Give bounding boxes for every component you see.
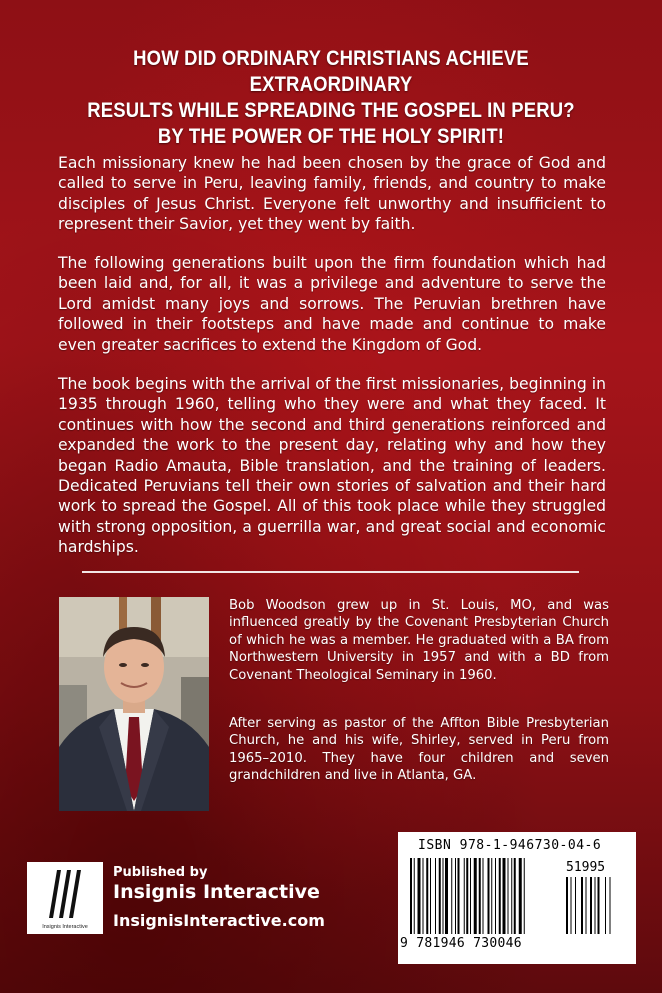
blurb-paragraph-3: The book begins with the arrival of the first missionaries, beginning in 1935 through 1960, telling who they were and what they faced. It continues with how the second and third generations reinforced and expanded the work to the present day, relating why and how they began Radio Amauta, Bible translation, and the training of leaders. Dedicated Peruvians tell their own stories of salvation and their hard work to spread the Gospel. All of this took place while they struggled with strong opposition, a guerrilla war, and great social and economic hardships. (58, 375, 606, 557)
headline (72, 45, 590, 149)
publisher-website: InsignisInteractive.com (113, 911, 325, 930)
price-code: 51995 (566, 860, 606, 875)
author-bio-paragraph-2: After serving as pastor of the Affton Bible Presbyterian Church, he and his wife, Shirley, served in Peru from 1965–2010. They have four children and seven grandchildren and live in Atlanta, GA. (229, 716, 609, 784)
headline-line-3: BY THE POWER OF THE HOLY SPIRIT! (157, 124, 505, 148)
isbn-barcode (398, 832, 636, 964)
author-bio-paragraph-1: Bob Woodson grew up in St. Louis, MO, and was influenced greatly by the Covenant Presbyterian Church of which he was a member. He graduated with a BA from Northwestern University in 1957 and with a BD from Covenant Theological Seminary in 1960. (229, 598, 609, 683)
divider-rule (82, 571, 579, 573)
blurb-paragraph-2: The following generations built upon the firm foundation which had been laid and, for all, it was a privilege and adventure to serve the Lord amidst many joys and sorrows. The Peruvian brethren have followed in their footsteps and have made and continue to make even greater sacrifices to extend the Kingdom of God. (58, 254, 606, 354)
headline-line-1: HOW DID ORDINARY CHRISTIANS ACHIEVE EXTRAORDINARY (133, 46, 529, 96)
publisher-name: Insignis Interactive (113, 881, 320, 903)
publisher-logo-caption: Insignis Interactive (42, 924, 88, 930)
published-by-label: Published by (113, 865, 208, 880)
barcode-digits: 9 781946 730046 (400, 936, 522, 951)
blurb-paragraph-1: Each missionary knew he had been chosen by the grace of God and called to serve in Peru, leaving family, friends, and country to make disciples of Jesus Christ. Everyone felt unworthy and insufficient to represent their Savior, yet they went by faith. (58, 154, 606, 234)
isbn-number: ISBN 978-1-946730-04-6 (418, 838, 602, 853)
author-photo (59, 597, 209, 811)
publisher-logo (27, 862, 103, 934)
headline-line-2: RESULTS WHILE SPREADING THE GOSPEL IN PERU? (87, 98, 575, 122)
